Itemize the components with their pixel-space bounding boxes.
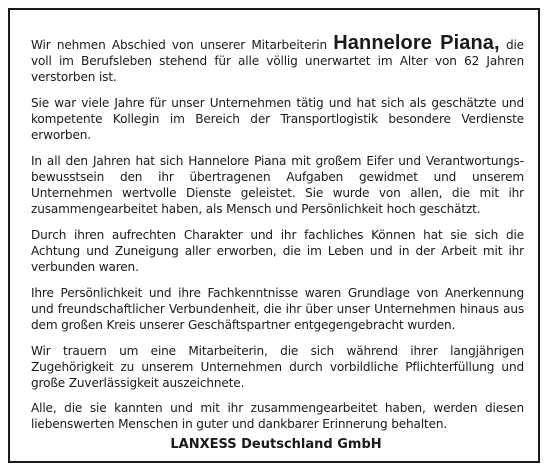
paragraph-intro: [31, 32, 524, 85]
intro-text: Wir nehmen Abschied von unserer Mitarbeiterin: [31, 38, 334, 52]
paragraph-dedication: In all den Jahren hat sich Hannelore Piana mit großem Eifer und Verantwortungsbewusstsein den ihr übertragenen Aufgaben gewidmet und unserem Unternehmen wertvolle Dienste geleistet. Sie wurde von allen, die mit ihr zusammengearbeitet haben, als Mensch und Persönlichkeit hoch geschätzt.: [31, 154, 524, 216]
paragraph-recognition: Ihre Persönlichkeit und ihre Fachkenntnisse waren Grundlage von Anerkennung und freundschaftlicher Verbundenheit, die ihr über unser Unternehmen hinaus aus dem großen Kreis unserer Geschäftspartner entgegengebracht wurden.: [31, 286, 524, 332]
paragraph-remembrance: Alle, die sie kannten und mit ihr zusammengearbeitet haben, werden diesen liebenswerten Menschen in guter und dankbarer Erinnerung behalten.: [31, 401, 524, 431]
deceased-name: Hannelore Piana,: [333, 32, 500, 54]
paragraph-career: Sie war viele Jahre für unser Unternehmen tätig und hat sich als geschätzte und kompetente Kollegin im Bereich der Transportlogistik besondere Verdienste erworben.: [31, 96, 524, 142]
notice-body: [31, 32, 524, 442]
paragraph-mourning: Wir trauern um eine Mitarbeiterin, die sich während ihrer langjährigen Zugehörigkeit zu unserem Unternehmen durch vorbildliche Pflichterfüllung und große Zuverlässigkeit auszeichnete.: [31, 344, 524, 390]
obituary-notice: [8, 8, 540, 463]
company-signature: LANXESS Deutschland GmbH: [170, 437, 382, 452]
intro-text-continued: die voll im Berufsleben stehend für alle völlig unerwartet im Alter von 62 Jahren verstorben ist.: [31, 38, 524, 84]
paragraph-character: Durch ihren aufrechten Charakter und ihr fachliches Können hat sie sich die Achtung und Zuneigung aller erworben, die im Leben und in der Arbeit mit ihr verbunden waren.: [31, 228, 524, 274]
